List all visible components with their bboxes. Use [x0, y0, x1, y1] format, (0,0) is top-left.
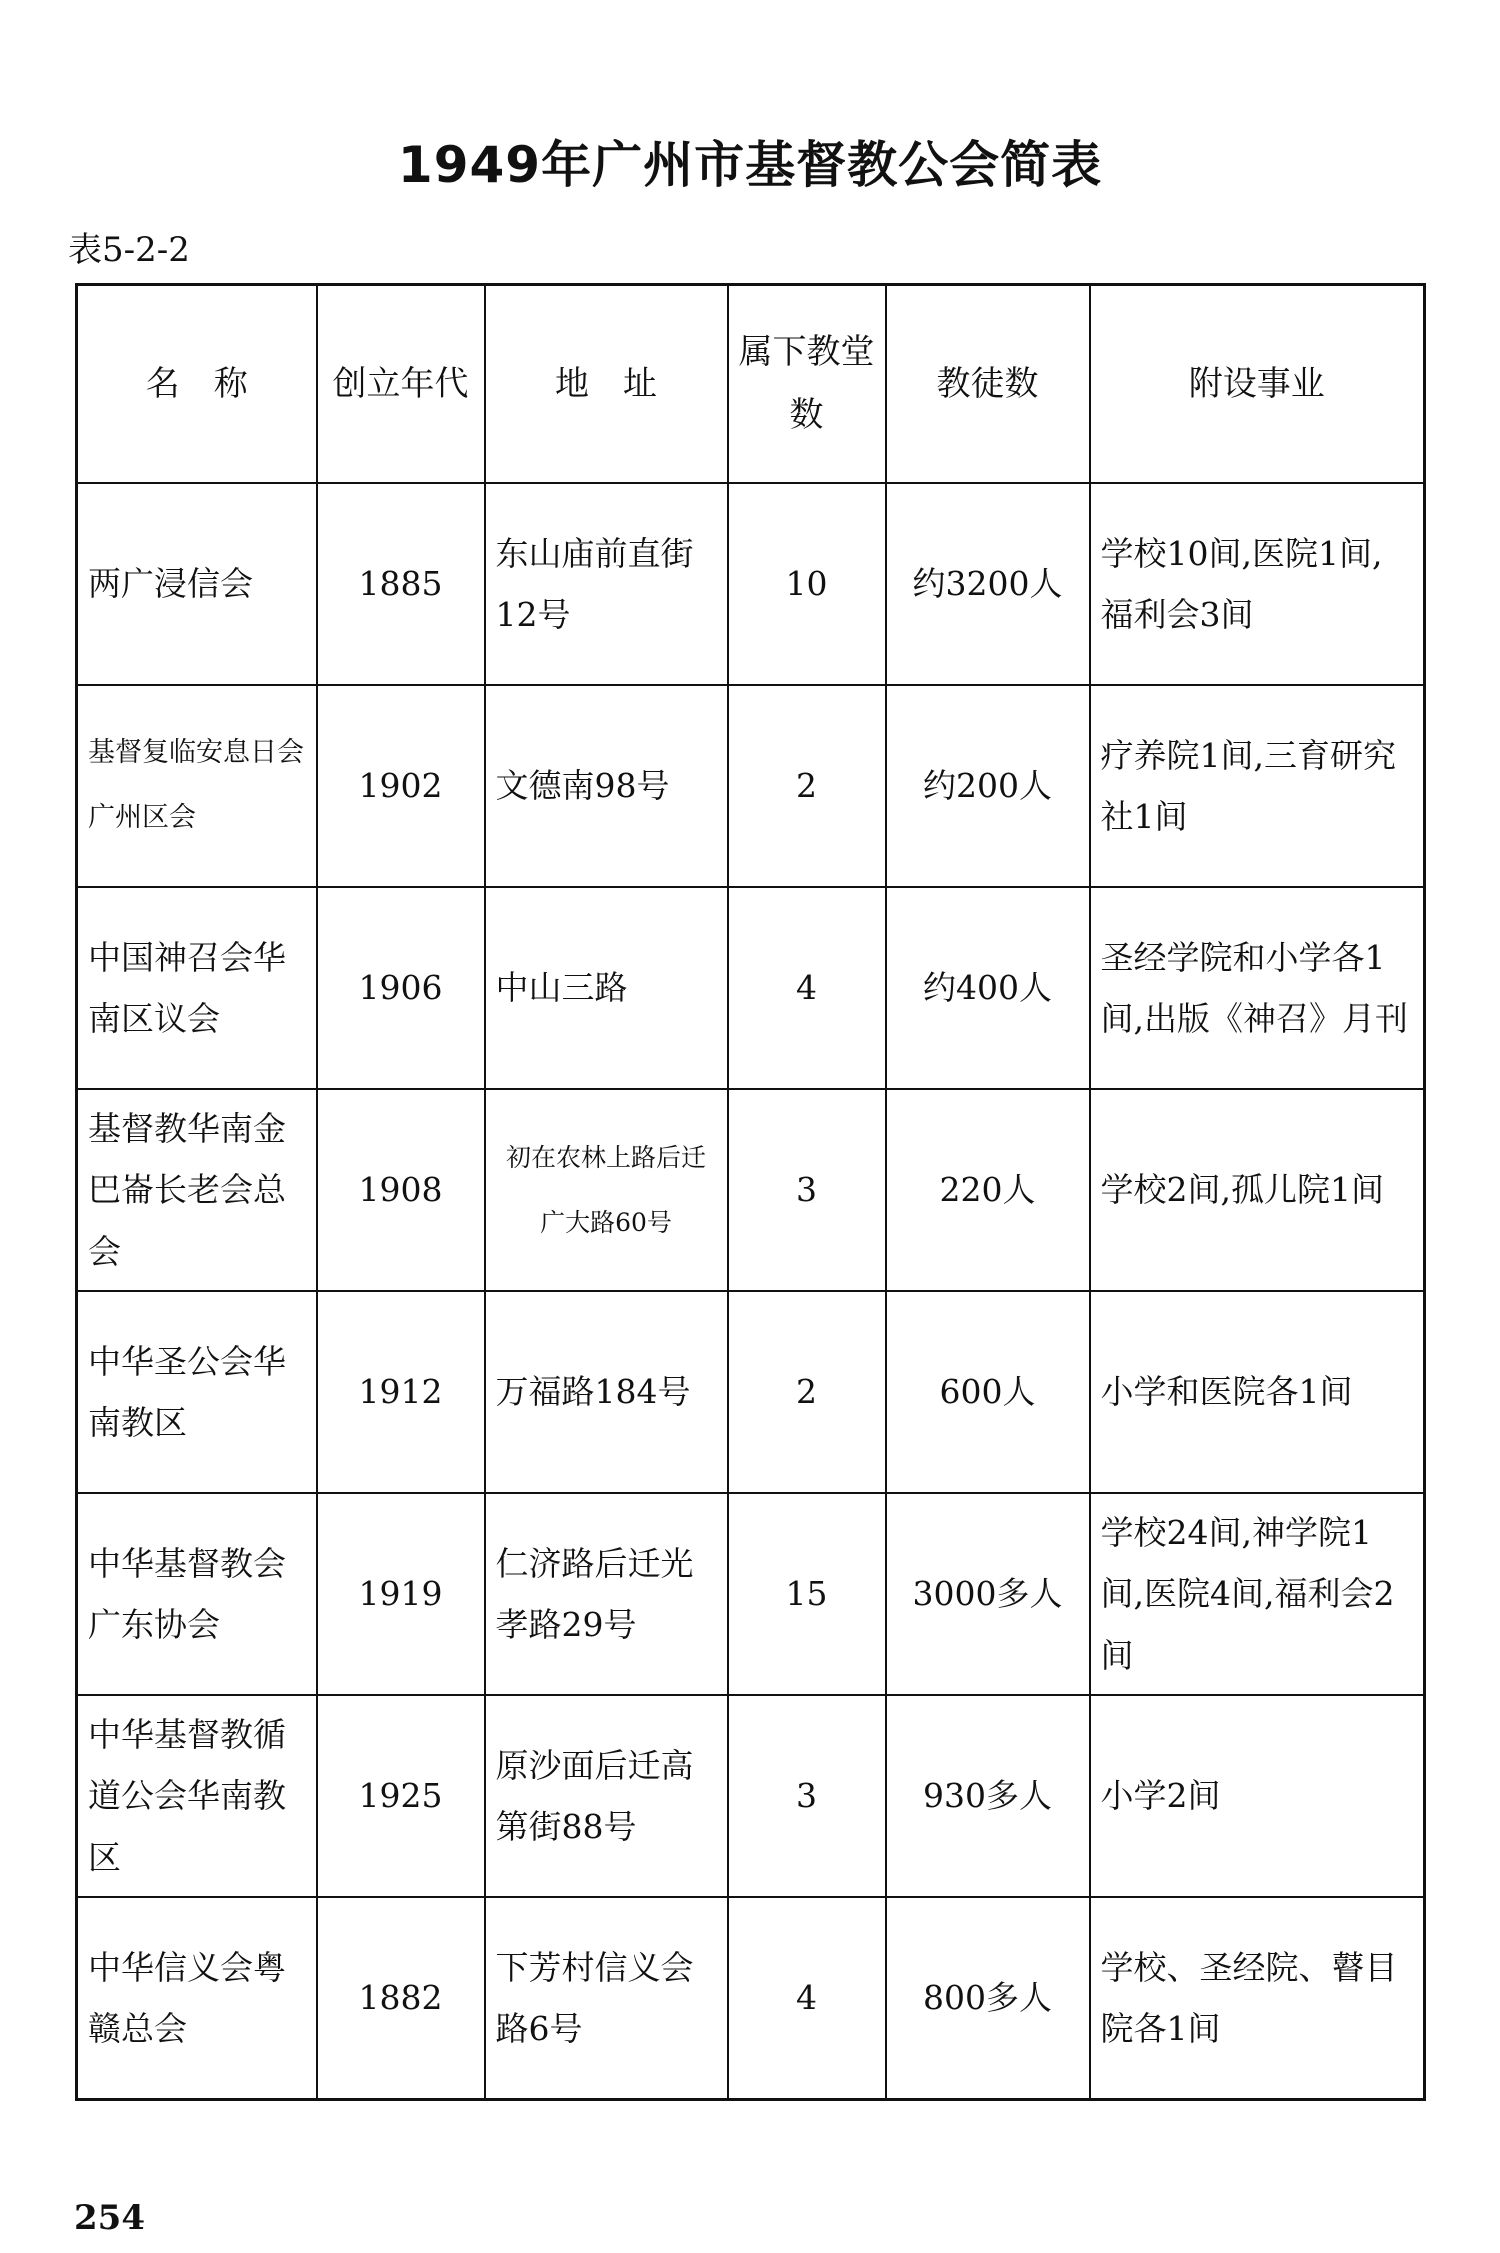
table-row	[77, 1493, 1425, 1695]
cell-members: 约400人	[886, 887, 1090, 1089]
cell-founded: 1885	[317, 483, 485, 685]
cell-name: 中华圣公会华南教区	[77, 1291, 317, 1493]
cell-address: 东山庙前直街12号	[485, 483, 728, 685]
header-founded: 创立年代	[317, 285, 485, 484]
cell-name: 中华基督教会广东协会	[77, 1493, 317, 1695]
cell-members: 930多人	[886, 1695, 1090, 1897]
page-title: 1949年广州市基督教公会简表	[397, 136, 1103, 194]
cell-name: 基督教华南金巴崙长老会总会	[77, 1089, 317, 1291]
cell-extensions: 学校10间,医院1间,福利会3间	[1090, 483, 1425, 685]
cell-members: 3000多人	[886, 1493, 1090, 1695]
cell-founded: 1919	[317, 1493, 485, 1695]
table-row	[77, 1695, 1425, 1897]
table-number: 表5-2-2	[68, 230, 190, 270]
cell-founded: 1908	[317, 1089, 485, 1291]
cell-churches: 2	[728, 685, 886, 887]
cell-members: 220人	[886, 1089, 1090, 1291]
cell-extensions: 学校24间,神学院1间,医院4间,福利会2间	[1090, 1493, 1425, 1695]
cell-extensions: 圣经学院和小学各1间,出版《神召》月刊	[1090, 887, 1425, 1089]
cell-members: 800多人	[886, 1897, 1090, 2100]
cell-extensions: 小学和医院各1间	[1090, 1291, 1425, 1493]
header-name: 名 称	[77, 285, 317, 484]
cell-address: 初在农林上路后迁广大路60号	[485, 1089, 728, 1291]
cell-founded: 1882	[317, 1897, 485, 2100]
cell-name: 中华信义会粤赣总会	[77, 1897, 317, 2100]
cell-members: 约3200人	[886, 483, 1090, 685]
cell-members: 600人	[886, 1291, 1090, 1493]
cell-founded: 1925	[317, 1695, 485, 1897]
header-extensions: 附设事业	[1090, 285, 1425, 484]
cell-extensions: 小学2间	[1090, 1695, 1425, 1897]
cell-extensions: 学校、圣经院、瞽目院各1间	[1090, 1897, 1425, 2100]
cell-name: 两广浸信会	[77, 483, 317, 685]
header-row	[77, 285, 1425, 484]
table-row	[77, 1897, 1425, 2100]
header-churches: 属下教堂数	[728, 285, 886, 484]
cell-name: 中国神召会华南区议会	[77, 887, 317, 1089]
cell-address: 文德南98号	[485, 685, 728, 887]
cell-name: 基督复临安息日会广州区会	[77, 685, 317, 887]
cell-churches: 4	[728, 887, 886, 1089]
cell-extensions: 学校2间,孤儿院1间	[1090, 1089, 1425, 1291]
table-row	[77, 887, 1425, 1089]
cell-churches: 4	[728, 1897, 886, 2100]
cell-founded: 1902	[317, 685, 485, 887]
page-number: 254	[74, 2198, 145, 2238]
cell-founded: 1906	[317, 887, 485, 1089]
table-row	[77, 1291, 1425, 1493]
cell-address: 原沙面后迁高第街88号	[485, 1695, 728, 1897]
table-row	[77, 483, 1425, 685]
cell-founded: 1912	[317, 1291, 485, 1493]
church-summary-table	[75, 283, 1426, 2101]
cell-churches: 3	[728, 1089, 886, 1291]
cell-churches: 10	[728, 483, 886, 685]
cell-address: 下芳村信义会路6号	[485, 1897, 728, 2100]
header-address: 地 址	[485, 285, 728, 484]
header-members: 教徒数	[886, 285, 1090, 484]
cell-address: 万福路184号	[485, 1291, 728, 1493]
cell-name: 中华基督教循道公会华南教区	[77, 1695, 317, 1897]
cell-members: 约200人	[886, 685, 1090, 887]
cell-churches: 2	[728, 1291, 886, 1493]
table-row	[77, 1089, 1425, 1291]
cell-extensions: 疗养院1间,三育研究社1间	[1090, 685, 1425, 887]
cell-address: 仁济路后迁光孝路29号	[485, 1493, 728, 1695]
cell-address: 中山三路	[485, 887, 728, 1089]
table-row	[77, 685, 1425, 887]
cell-churches: 3	[728, 1695, 886, 1897]
cell-churches: 15	[728, 1493, 886, 1695]
